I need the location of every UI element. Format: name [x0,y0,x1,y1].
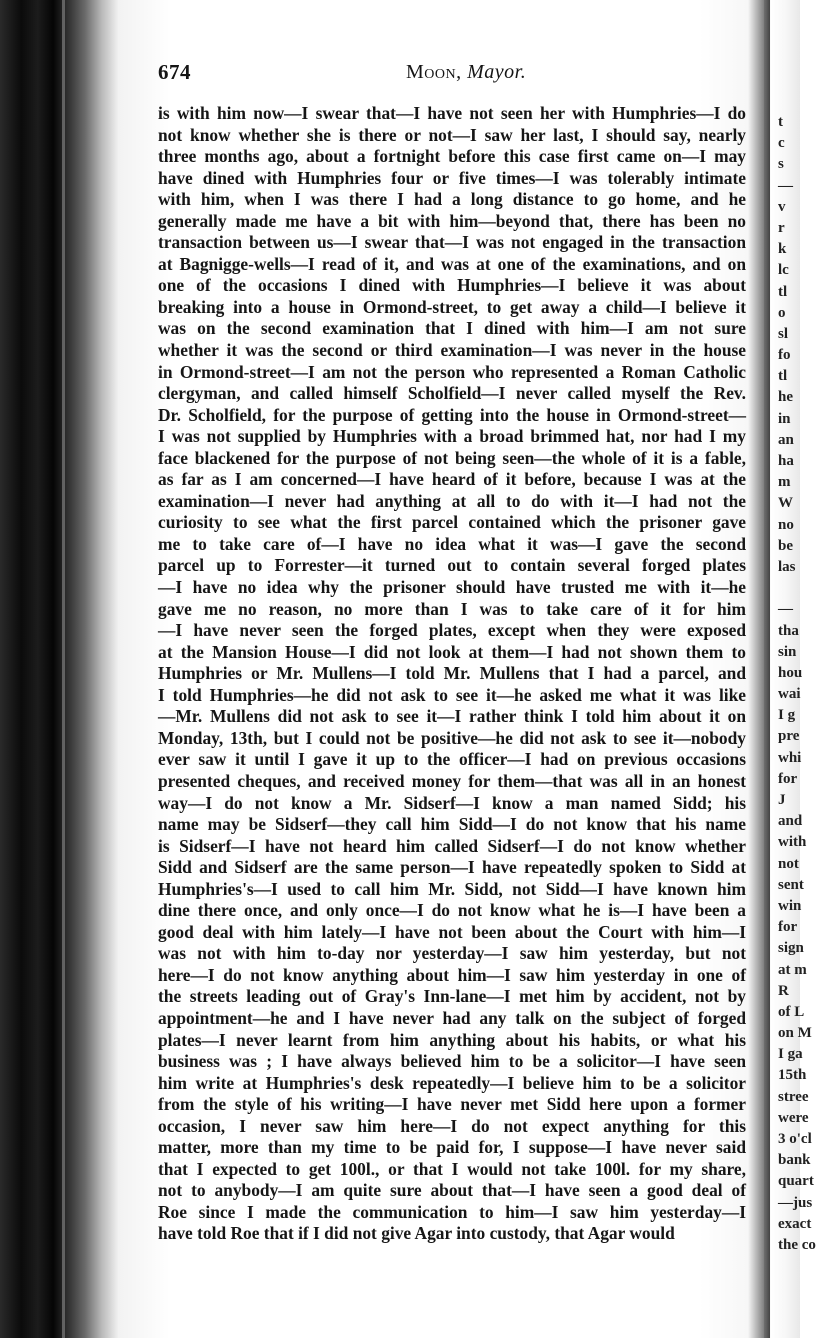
margin-fragment: ha [778,453,794,469]
margin-fragment: t [778,114,783,130]
text-line: —I have never seen the forged plates, except when they were exposed [158,620,746,641]
text-line: one of the occasions I dined with Humphries—I believe it was about [158,275,746,296]
margin-fragment: bank [778,1152,811,1169]
margin-fragment: win [778,897,802,914]
margin-fragment: whi [778,749,802,766]
margin-fragment: sent [778,876,804,893]
margin-fragment: r [778,219,785,236]
margin-fragment: at m [778,961,807,978]
page-number: 674 [158,60,191,84]
text-line: ever saw it until I gave it up to the officer—I had on previous occasions [158,749,746,770]
running-head-name: Moon, [406,61,462,83]
margin-fragment: fo [778,347,791,364]
text-line: is with him now—I swear that—I have not seen her with Humphries—I do [158,103,746,123]
text-line: presented cheques, and received money for them—that was all in an honest [158,770,746,791]
margin-fragment: tha [778,622,799,639]
text-line: occasion, I never saw him here—I do not expect anything for this [158,1115,746,1136]
text-line: me to take care of—I have no idea what it was—I gave the second [158,533,746,554]
margin-fragment: with [778,834,807,851]
margin-fragment: he [778,389,793,406]
margin-fragment: for [778,919,798,936]
text-line: the streets leading out of Gray's Inn-lane—I met him by accident, not by [158,986,746,1007]
text-line: good deal with him lately—I have not been about the Court with him—I [158,921,746,942]
text-line: that I expected to get 100l., or that I would not take 100l. for my share, [158,1158,746,1179]
text-line: curiosity to see what the first parcel contained which the prisoner gave [158,512,746,533]
margin-fragment: stree [778,1088,809,1105]
margin-fragment: tl [778,283,788,300]
text-line: three months ago, about a fortnight before this case first came on—I may [158,146,746,167]
margin-fragment: tl [778,368,788,385]
margin-fragment: k [778,241,787,258]
text-line: him write at Humphries's desk repeatedly—I believe him to be a solicitor [158,1072,746,1093]
margin-fragment: wai [778,686,801,703]
text-line: not to anybody—I am quite sure about that—I have seen a good deal of [158,1180,746,1201]
text-line: Humphries or Mr. Mullens—I told Mr. Mullens that I had a parcel, and [158,663,746,684]
text-line: was not with him to-day nor yesterday—I saw him yesterday, but not [158,943,746,964]
text-line: have dined with Humphries four or five times—I was tolerably intimate [158,167,746,188]
text-line: examination—I never had anything at all to do with it—I had not the [158,490,746,511]
margin-fragment: exact [778,1215,812,1232]
margin-fragment: and [778,813,803,830]
adjacent-page-text-fragments [778,112,816,1256]
margin-fragment: R [778,982,789,999]
margin-fragment: J [778,792,786,808]
text-line: dine there once, and only once—I do not know what he is—I have been a [158,900,746,921]
margin-fragment: m [778,474,791,491]
text-line: breaking into a house in Ormond-street, to get away a child—I believe it [158,296,746,317]
margin-fragment: were [778,1109,809,1126]
text-line: —I have no idea why the prisoner should have trusted me with it—he [158,577,746,598]
text-line: matter, more than my time to be paid for, I suppose—I have never said [158,1137,746,1158]
book-binding [0,0,118,1338]
margin-fragment: c [778,135,785,152]
text-line: plates—I never learnt from him anything about his habits, or what his [158,1029,746,1050]
text-line: gave me no reason, no more than I was to take care of it for him [158,598,746,619]
text-line: business was ; I have always believed him to be a solicitor—I have seen [158,1051,746,1072]
text-line: as far as I am concerned—I have heard of it before, because I was at the [158,469,746,490]
margin-fragment: sign [778,940,804,957]
margin-fragment: on M [778,1025,812,1042]
text-line: in Ormond-street—I am not the person who represented a Roman Catholic [158,361,746,382]
text-line: Humphries's—I used to call him Mr. Sidd, not Sidd—I have known him [158,878,746,899]
margin-fragment: — [778,601,793,618]
margin-fragment: W [778,495,793,512]
margin-fragment: lc [778,262,789,279]
text-line: at Bagnigge-wells—I read of it, and was at one of the examinations, and on [158,253,746,274]
margin-fragment: las [778,558,796,575]
text-line: here—I do not know anything about him—I saw him yesterday in one of [158,964,746,985]
text-line: Monday, 13th, but I could not be positive—he did not ask to see it—nobody [158,727,746,748]
running-head [406,61,526,84]
text-line: not know whether she is there or not—I saw her last, I should say, nearly [158,124,746,145]
running-head-title: Mayor. [467,61,527,83]
margin-fragment: pre [778,728,800,745]
margin-fragment: hou [778,664,803,681]
margin-fragment [778,578,800,599]
text-line: Sidd and Sidserf are the same person—I have repeatedly spoken to Sidd at [158,857,746,878]
text-line: parcel up to Forrester—it turned out to contain several forged plates [158,555,746,576]
text-line: was on the second examination that I dined with him—I am not sure [158,318,746,339]
margin-fragment: in [778,410,791,427]
margin-fragment: an [778,431,794,448]
text-line: I told Humphries—he did not ask to see it—he asked me what it was like [158,684,746,705]
margin-fragment: quart [778,1173,814,1190]
margin-fragment: sin [778,643,797,660]
testimony-text [158,103,746,1245]
text-line: from the style of his writing—I have never met Sidd here upon a former [158,1094,746,1115]
text-line: whether it was the second or third examination—I was never in the house [158,340,746,361]
margin-fragment: not [778,855,799,872]
margin-fragment: the co [778,1236,816,1253]
margin-fragment: 3 o'cl [778,1131,812,1147]
text-line: Dr. Scholfield, for the purpose of getting into the house in Ormond-street— [158,404,746,425]
text-line: clergyman, and called himself Scholfield—I never called myself the Rev. [158,383,746,404]
text-line: I was not supplied by Humphries with a broad brimmed hat, nor had I my [158,426,746,447]
margin-fragment: s [778,156,784,173]
text-line: transaction between us—I swear that—I was not engaged in the transaction [158,232,746,253]
margin-fragment: o [778,304,786,321]
text-line: appointment—he and I have never had any talk on the subject of forged [158,1007,746,1028]
margin-fragment: for [778,770,798,787]
text-line: with him, when I was there I had a long distance to go home, and he [158,189,746,210]
text-line: face blackened for the purpose of not being seen—the whole of it is a fable, [158,447,746,468]
text-line: generally made me have a bit with him—beyond that, there has been no [158,210,746,231]
text-line: name may be Sidserf—they call him Sidd—I do not know that his name [158,814,746,835]
margin-fragment: — [778,177,793,194]
text-line: Roe since I made the communication to him—I saw him yesterday—I [158,1201,746,1222]
text-line: have told Roe that if I did not give Agar into custody, that Agar would [158,1223,675,1244]
margin-fragment: 15th [778,1067,807,1084]
page-header [158,60,748,90]
margin-fragment: no [778,516,794,533]
margin-fragment: —jus [778,1194,813,1211]
text-line: is Sidserf—I have not heard him called Sidserf—I do not know whether [158,835,746,856]
margin-fragment: I ga [778,1046,803,1063]
text-line: way—I do not know a Mr. Sidserf—I know a man named Sidd; his [158,792,746,813]
margin-fragment: be [778,537,793,554]
margin-fragment: of L [778,1003,805,1020]
margin-fragment: sl [778,325,789,342]
text-line: —Mr. Mullens did not ask to see it—I rather think I told him about it on [158,706,746,727]
page-curl-shadow [748,0,770,1338]
margin-fragment: I g [778,707,796,724]
text-line: at the Mansion House—I did not look at them—I had not shown them to [158,641,746,662]
margin-fragment: v [778,198,786,215]
